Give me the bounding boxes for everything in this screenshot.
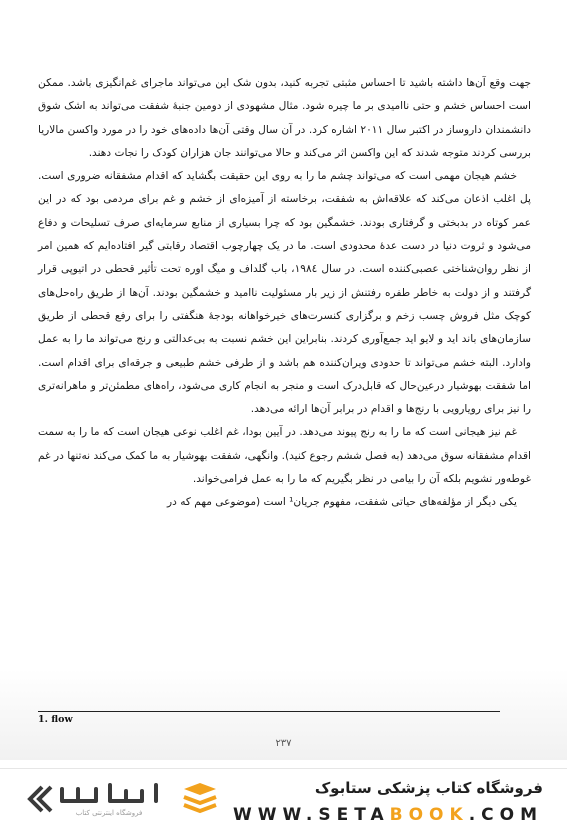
setabook-logo — [18, 777, 223, 825]
url-suffix: .COM — [468, 805, 543, 825]
body-text — [38, 72, 531, 515]
store-banner[interactable] — [0, 768, 567, 833]
url-accent: BOOK — [389, 805, 469, 825]
store-url-link[interactable] — [233, 805, 543, 825]
page-number: ۲۳۷ — [275, 738, 292, 749]
logo-subtitle: فروشگاه اینترنتی کتاب — [75, 809, 143, 817]
url-prefix: WWW.SETA — [233, 805, 390, 825]
paragraph-3: غم نیز هیجانی است که ما را به رنج پیوند می‌دهد. در آیین بودا، غم اغلب نوعی هیجان است که ما را به سمت اقدام مشفقانه سوق می‌دهد (به فصل ششم رجوع کنید). وانگهی، شفقت بهوشیار به ما کمک می‌کند نه‌تنها در غم غوطه‌ور نشویم بلکه آن را بیامی در نظر بگیریم که ما را به عمل فرامی‌خواند. — [38, 426, 531, 486]
footnote-divider — [38, 711, 500, 712]
paragraph-2: خشم هیجان مهمی است که می‌تواند چشم ما را به روی این حقیقت بگشاید که اقدام مشفقانه ضروری است. پل اغلب اذعان می‌کند که علاقه‌اش به شفقت، برخاسته از آمیزه‌ای از خشم و غم برای مردمی بود که در این عمر کوتاه در بدبختی و گرفتاری بودند. خشمگین بود که چرا بسیاری از منابع سرمایه‌ای صرف تسلیحات و دفاع می‌شود و ثروت دنیا در دست عدهٔ محدودی است. ما در یک چهارچوب اقتصاد رقابتی گیر افتاده‌ایم که همین امر از نظر روان‌شناختی عصبی‌کننده است. در سال ۱۹۸٤، باب گلداف و میگ اوره تحت تأثیر قحطی در اتیوپی قرار گرفتند و از دولت به خاطر طفره رفتنش از زیر بار مسئولیت ناامید و خشمگین بودند. آن‌ها از طریق راه‌حل‌های کوچک مثل فروش چسب زخم و برگزاری کنسرت‌های خیرخواهانه بودجهٔ هنگفتی را برای رفع قحطی از طریق سازمان‌های باند اید و لایو اید جمع‌آوری کردند. بنابراین این خشم نسبت به بی‌عدالتی و رنج می‌تواند ما را به عمل وادارد. البته خشم می‌تواند تا حدودی ویران‌کننده هم باشد و از طرفی خشم طبیعی و جرقه‌ای برای اقدام است. اما شفقت بهوشیار درعین‌حال که قابل‌درک است و منجر به انجام کاری می‌شود، راه‌های مطمئن‌تر و ماهرانه‌تری را نیز برای رویارویی با رنج‌ها و اقدام در برابر آن‌ها ارائه می‌دهد. — [38, 170, 531, 416]
store-name: فروشگاه کتاب پزشکی ستابوک — [314, 779, 543, 797]
paragraph-4: یکی دیگر از مؤلفه‌های حیاتی شفقت، مفهوم جریان¹ است (موضوعی مهم که در — [167, 496, 517, 509]
footnote: 1. flow — [38, 714, 73, 725]
setabook-logo-icon — [18, 777, 223, 825]
paragraph-1: جهت وقع آن‌ها داشته باشید تا احساس مثبتی تجربه کنید، بدون شک این می‌تواند ماجرای غم‌انگیزی باشد. ممکن است احساس خشم و حتی ناامیدی بر ما چیره شود. مثال مشهودی از دومین جنبهٔ شفقت می‌تواند به اشک شوق دانشمندان داروساز در اکتبر سال ۲۰۱۱ اشاره کرد. در آن سال وقتی آن‌ها داده‌های خود را در مورد واکسن مالاریا بررسی کردند متوجه شدند که این واکسن اثر می‌کند و حالا می‌توانند جان هزاران کودک را نجات دهند. — [38, 77, 531, 159]
